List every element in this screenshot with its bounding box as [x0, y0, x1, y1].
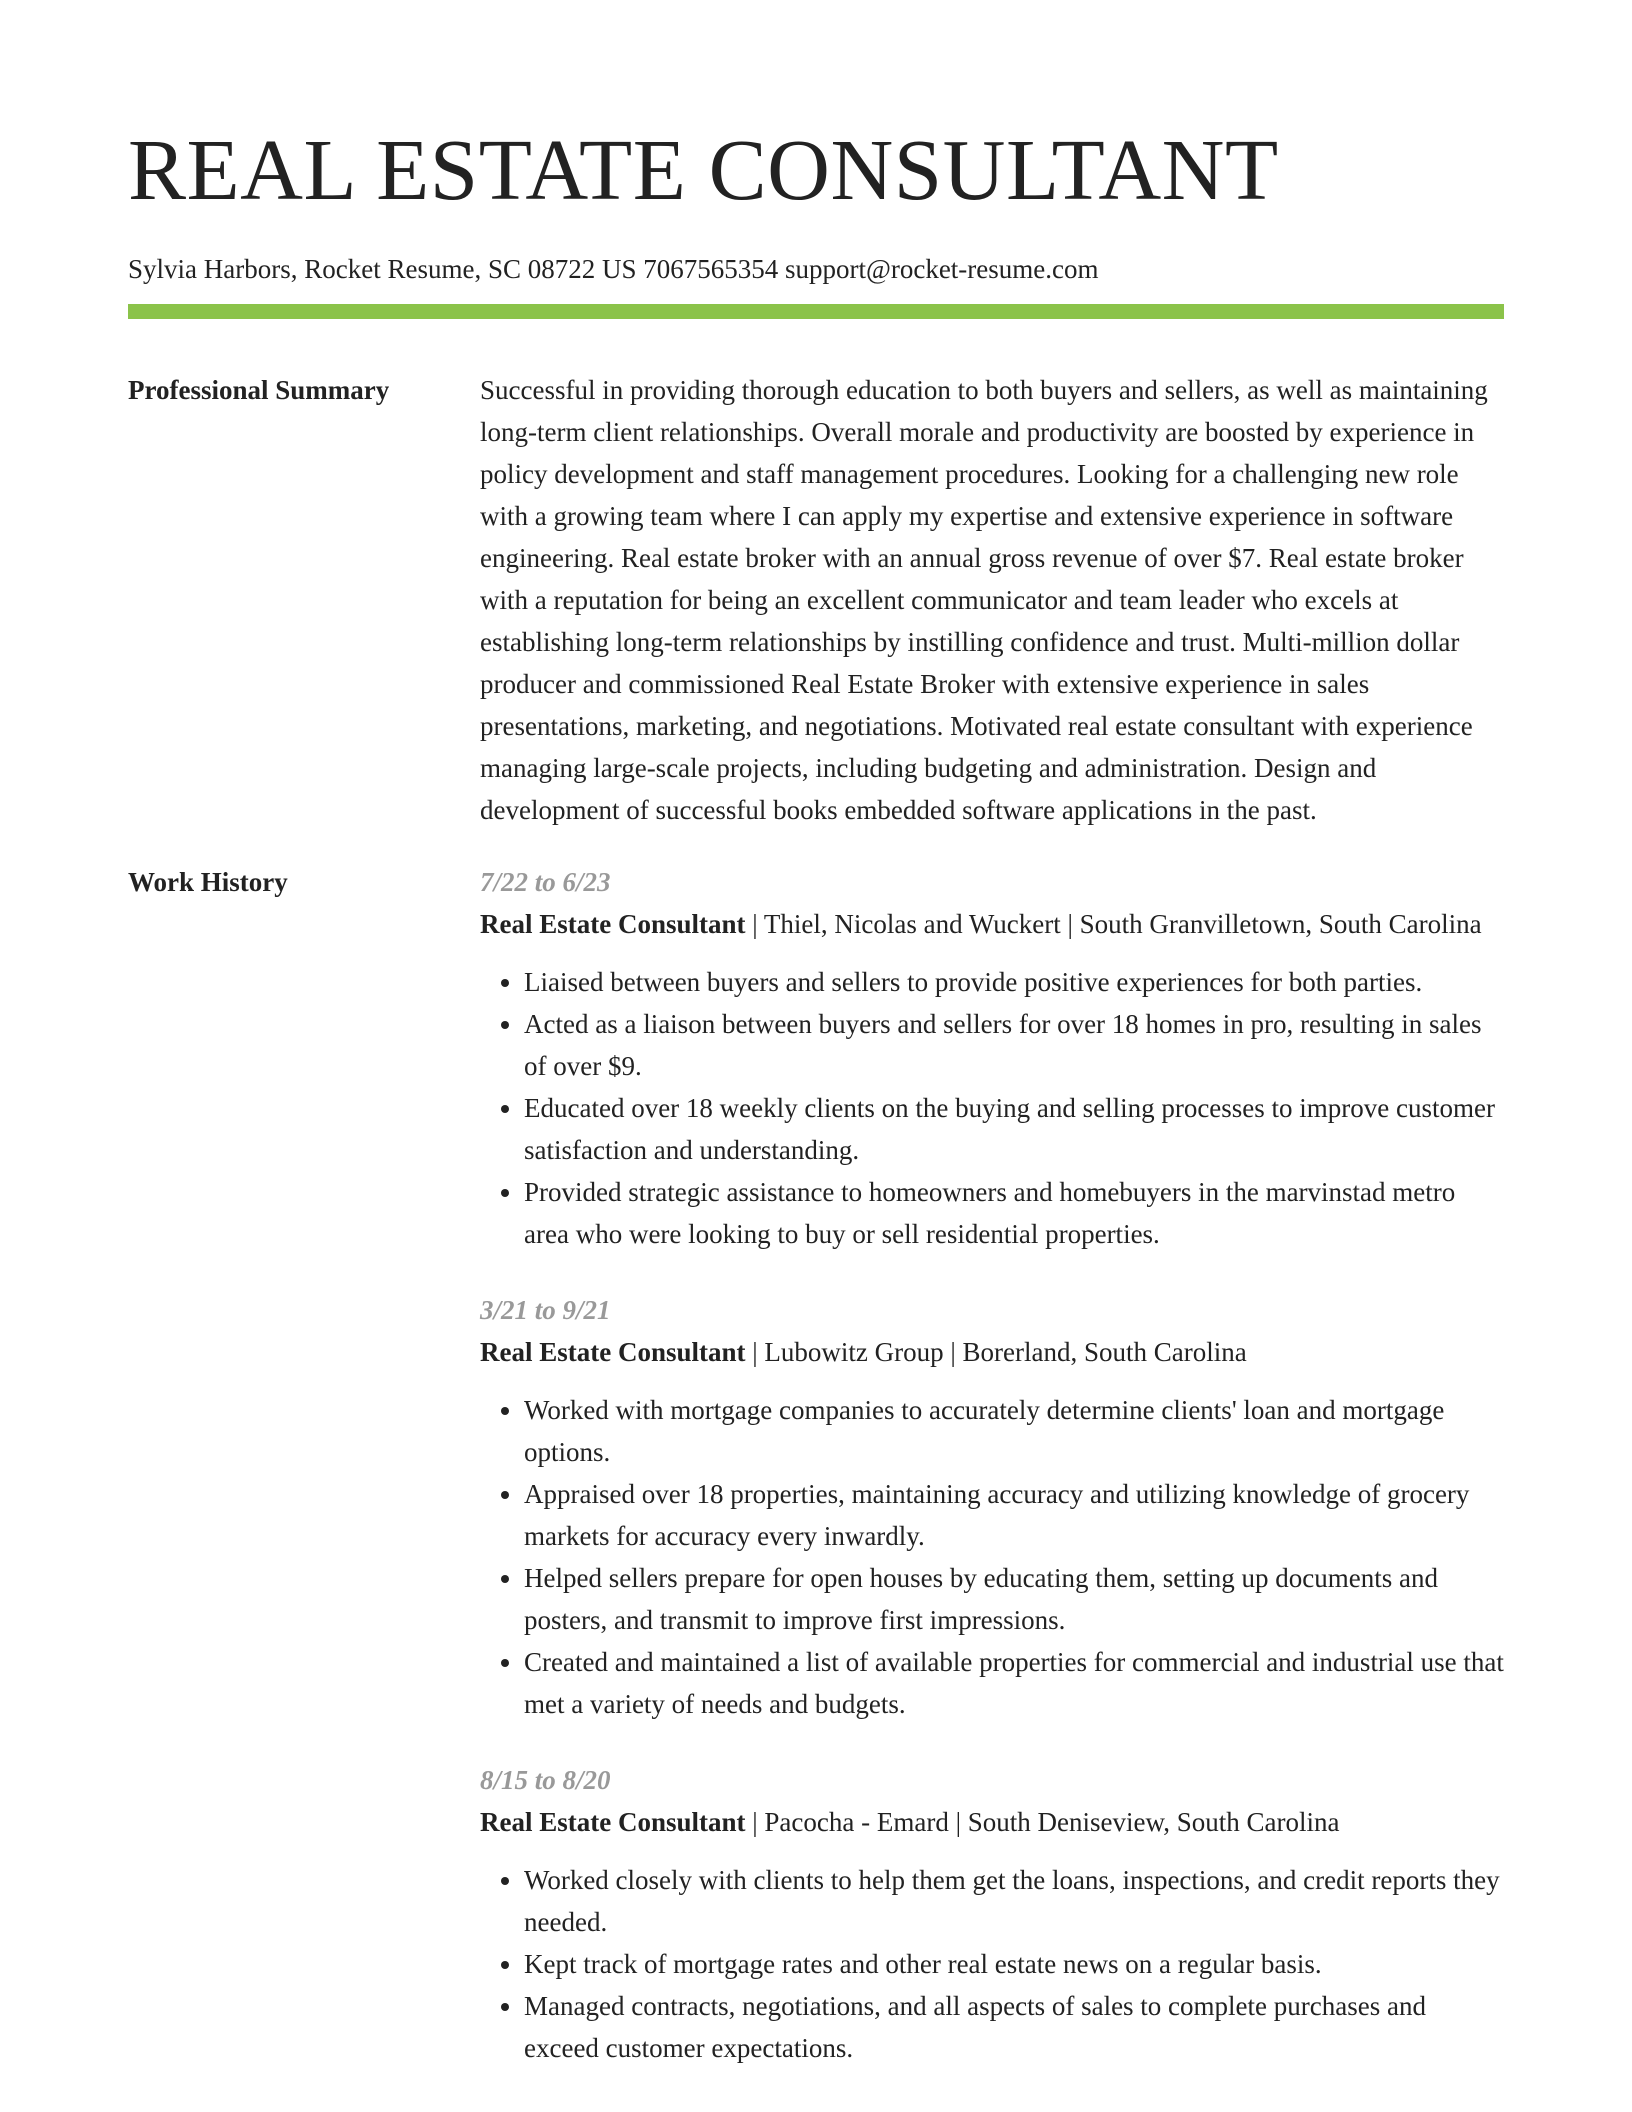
work-history-body [480, 861, 1504, 2069]
job-title: Real Estate Consultant [480, 1337, 746, 1367]
job-bullet: • Helped sellers prepare for open houses by educating them, setting up documents and posters, and transmit to improve first impressions. [524, 1557, 1504, 1641]
job-bullet: • Appraised over 18 properties, maintaining accuracy and utilizing knowledge of grocery markets for accuracy every inwardly. [524, 1473, 1504, 1557]
job-title: Real Estate Consultant [480, 909, 746, 939]
page-title: REAL ESTATE CONSULTANT [128, 121, 1279, 218]
job-details: | Pacocha - Emard | South Deniseview, South Carolina [745, 1807, 1340, 1837]
job-dates: 3/21 to 9/21 [480, 1295, 611, 1325]
job-heading [480, 1801, 1504, 1843]
job-bullet-list [480, 1389, 1504, 1725]
contact-line: Sylvia Harbors, Rocket Resume, SC 08722 US 7067565354 support@rocket-resume.com [128, 254, 1099, 284]
summary-text: Successful in providing thorough education to both buyers and sellers, as well as maintaining long-term client relationships. Overall morale and productivity are boosted by experience in policy development and staff management procedures. Looking for a challenging new role with a growing team where I can apply my expertise and extensive experience in software engineering. Real estate broker with an annual gross revenue of over $7. Real estate broker with a reputation for being an excellent communicator and team leader who excels at establishing long-term relationships by instilling confidence and trust. Multi-million dollar producer and commissioned Real Estate Broker with extensive experience in sales presentations, marketing, and negotiations. Motivated real estate consultant with experience managing large-scale projects, including budgeting and administration. Design and development of successful books embedded software applications in the past. [480, 375, 1488, 825]
job-bullet: • Worked closely with clients to help them get the loans, inspections, and credit reports they needed. [524, 1859, 1504, 1943]
job-bullet: • Kept track of mortgage rates and other real estate news on a regular basis. [524, 1943, 1504, 1985]
job-entry [480, 1289, 1504, 1725]
job-bullet: • Liaised between buyers and sellers to provide positive experiences for both parties. [524, 961, 1504, 1003]
job-heading [480, 1331, 1504, 1373]
section-label-work-history: Work History [128, 867, 288, 897]
job-bullet: • Educated over 18 weekly clients on the buying and selling processes to improve customer satisfaction and understanding. [524, 1087, 1504, 1171]
resume-page [128, 0, 1504, 2069]
job-bullet: • Managed contracts, negotiations, and all aspects of sales to complete purchases and exceed customer expectations. [524, 1985, 1504, 2069]
summary-body [480, 369, 1504, 831]
job-heading [480, 903, 1504, 945]
job-bullet: • Worked with mortgage companies to accurately determine clients' loan and mortgage options. [524, 1389, 1504, 1473]
job-bullet-list [480, 961, 1504, 1255]
section-label-professional-summary: Professional Summary [128, 375, 390, 405]
job-dates: 8/15 to 8/20 [480, 1765, 611, 1795]
job-details: | Thiel, Nicolas and Wuckert | South Granvilletown, South Carolina [745, 909, 1482, 939]
job-dates: 7/22 to 6/23 [480, 867, 611, 897]
job-entry [480, 861, 1504, 1255]
job-bullet: • Provided strategic assistance to homeowners and homebuyers in the marvinstad metro area who were looking to buy or sell residential properties. [524, 1171, 1504, 1255]
job-bullet-list [480, 1859, 1504, 2069]
job-title: Real Estate Consultant [480, 1807, 746, 1837]
professional-summary-section [128, 369, 1504, 831]
job-bullet: • Acted as a liaison between buyers and sellers for over 18 homes in pro, resulting in sales of over $9. [524, 1003, 1504, 1087]
work-history-section [128, 861, 1504, 2069]
header-divider [128, 304, 1504, 319]
job-entry [480, 1759, 1504, 2069]
job-bullet: • Created and maintained a list of available properties for commercial and industrial use that met a variety of needs and budgets. [524, 1641, 1504, 1725]
job-details: | Lubowitz Group | Borerland, South Carolina [745, 1337, 1247, 1367]
